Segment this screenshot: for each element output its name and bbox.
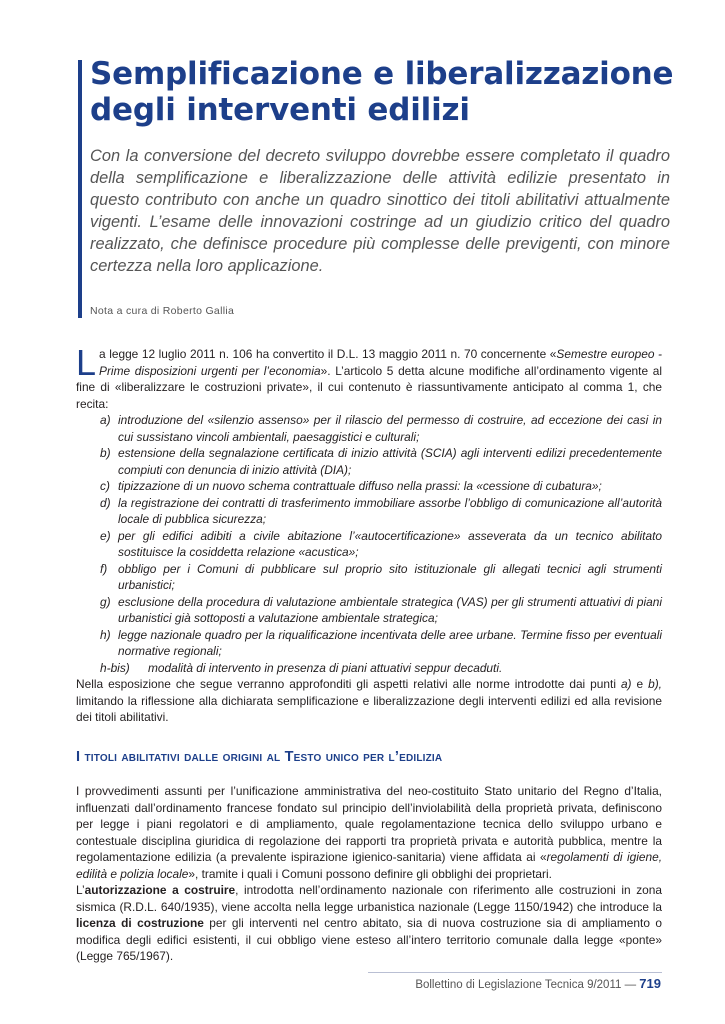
list-item-text: la registrazione dei contratti di trasferimento immobiliare assorbe l’obbligo di comunicazione all’autorità locale di pubblica sicurezza;: [118, 495, 662, 526]
intro-closing-paragraph: [76, 676, 662, 726]
drop-cap: L: [76, 342, 97, 383]
title-accent-bar: [78, 60, 82, 318]
list-item-text: modalità di intervento in presenza di piani attuativi seppur decaduti.: [148, 660, 503, 675]
closing-text-2: limitando la riflessione alla dichiarata semplificazione e liberalizzazione degli interventi edilizi ed alla revisione dei titoli abilitativi.: [76, 693, 662, 724]
list-item-text: tipizzazione di un nuovo schema contrattuale diffuso nella prassi: la «cessione di cubatura»;: [118, 479, 602, 493]
section-paragraph-1: [76, 783, 662, 882]
intro-section: [76, 342, 663, 726]
closing-ref-b: b),: [648, 677, 662, 691]
section-body: [76, 783, 662, 965]
section-heading: I titoli abilitativi dalle origini al Testo unico per l’edilizia: [76, 749, 443, 765]
list-item-text: introduzione del «silenzio assenso» per il rilascio del permesso di costruire, ad eccezione dei casi in cui sussistano vincoli ambientali, paesaggistici e culturali;: [118, 413, 662, 444]
section-p1-text-1: I provvedimenti assunti per l’unificazione amministrativa del neo-costituito Stato unitario del Regno d’Italia, influenzati dall’ordinamento francese fondato sul principio dell’inviolabilità della proprietà privata, definiscono per legge i piani regolatori e di ampliamento, quale regolamentazione tecnica dello sviluppo urbano e contestuale disciplina giuridica di regolazione dei rapporti tra proprietà privata e autorità pubblica, mentre la regolamentazione edilizia (a prevalente ispirazione igienico-sanitaria) viene affidata ai «: [76, 784, 662, 864]
list-item-label: a): [100, 413, 111, 427]
list-item: [76, 412, 662, 445]
intro-text-1: a legge 12 luglio 2011 n. 106 ha convertito il D.L. 13 maggio 2011 n. 70 concernente «: [99, 347, 557, 361]
intro-decree-title: Semestre europeo - Prime disposizioni urgenti per l’economia: [99, 347, 663, 378]
list-item: [76, 528, 662, 561]
page-footer: [415, 976, 661, 991]
section-p1-italic: regolamenti di igiene, edilità e polizia locale: [76, 850, 662, 881]
closing-text-1: Nella esposizione che segue verranno approfonditi gli aspetti relativi alle norme introdotte dai punti: [76, 677, 621, 691]
list-item-label: g): [100, 594, 111, 609]
article-items-list: [76, 412, 662, 676]
list-item-label: c): [100, 479, 110, 493]
page-number: 719: [639, 976, 661, 991]
section-p2-bold-2: licenza di costruzione: [76, 916, 204, 930]
list-item: [76, 495, 662, 528]
footer-divider: [368, 972, 662, 973]
list-item: [76, 627, 662, 660]
list-item: [76, 445, 662, 478]
list-item-text: per gli edifici adibiti a civile abitazione l’«autocertificazione» asseverata da un tecnico abilitato sostituisce la cosiddetta relazione «acustica»;: [118, 528, 662, 559]
closing-conj: e: [631, 677, 649, 691]
section-p2-text-3: per gli interventi nel centro abitato, sia di nuova costruzione sia di ampliamento o modifica degli edifici esistenti, il cui obbligo viene esteso all’intero territorio comunale dalla legge «ponte» (Legge 765/1967).: [76, 916, 662, 963]
article-abstract: Con la conversione del decreto sviluppo dovrebbe essere completato il quadro della semplificazione e liberalizzazione delle attività edilizie presentato in questo contributo con anche un quadro sinottico dei titoli abilitativi attualmente vigenti. L’esame delle innovazioni costringe ad un giudizio critico del quadro realizzato, che definisce procedure più complesse delle previgenti, con minore certezza nella loro applicazione.: [90, 147, 670, 276]
intro-text-2: ». L’articolo 5 detta alcune modifiche all’ordinamento vigente al fine di «liberalizzare le costruzioni private», il cui contenuto è riassuntivamente anticipato al comma 1, che recita:: [76, 363, 663, 411]
list-item-label: f): [100, 561, 108, 576]
list-item-text: legge nazionale quadro per la riqualificazione incentivata delle aree urbane. Termine fisso per eventuali normative regionali;: [118, 627, 662, 658]
list-item-label: h-bis): [100, 660, 130, 675]
footer-journal: Bollettino di Legislazione Tecnica 9/2011 —: [415, 979, 637, 991]
list-item: [76, 660, 662, 677]
section-paragraph-2: [76, 882, 662, 965]
intro-paragraph: [76, 342, 663, 412]
list-item-label: b): [100, 446, 111, 460]
article-title: Semplificazione e liberalizzazione degli interventi edilizi: [90, 56, 674, 128]
section-p2-text-2: , introdotta nell’ordinamento nazionale con riferimento alle costruzioni in zona sismica (R.D.L. 640/1935), viene accolta nella legge urbanistica nazionale (Legge 1150/1942) che introduce la: [76, 883, 662, 914]
list-item-label: d): [100, 495, 111, 510]
list-item-label: h): [100, 627, 111, 642]
section-p1-text-2: », tramite i quali i Comuni possono definire gli obblighi dei proprietari.: [188, 866, 552, 881]
list-item: [76, 594, 662, 627]
list-item-text: estensione della segnalazione certificata di inizio attività (SCIA) agli interventi edilizi precedentemente compiuti con denuncia di inizio attività (DIA);: [118, 446, 662, 477]
section-p2-text-1: L’: [76, 883, 85, 897]
author-note: Nota a cura di Roberto Gallia: [90, 305, 235, 317]
list-item: [76, 561, 662, 594]
list-item-label: e): [100, 528, 111, 543]
closing-ref-a: a): [620, 677, 632, 691]
list-item: [76, 478, 662, 495]
list-item-text: obbligo per i Comuni di pubblicare sul proprio sito istituzionale gli allegati tecnici agli strumenti urbanistici;: [118, 561, 662, 592]
section-p2-bold-1: autorizzazione a costruire: [84, 883, 236, 897]
list-item-text: esclusione della procedura di valutazione ambientale strategica (VAS) per gli strumenti attuativi di piani urbanistici già sottoposti a valutazione ambientale strategica;: [118, 594, 662, 625]
